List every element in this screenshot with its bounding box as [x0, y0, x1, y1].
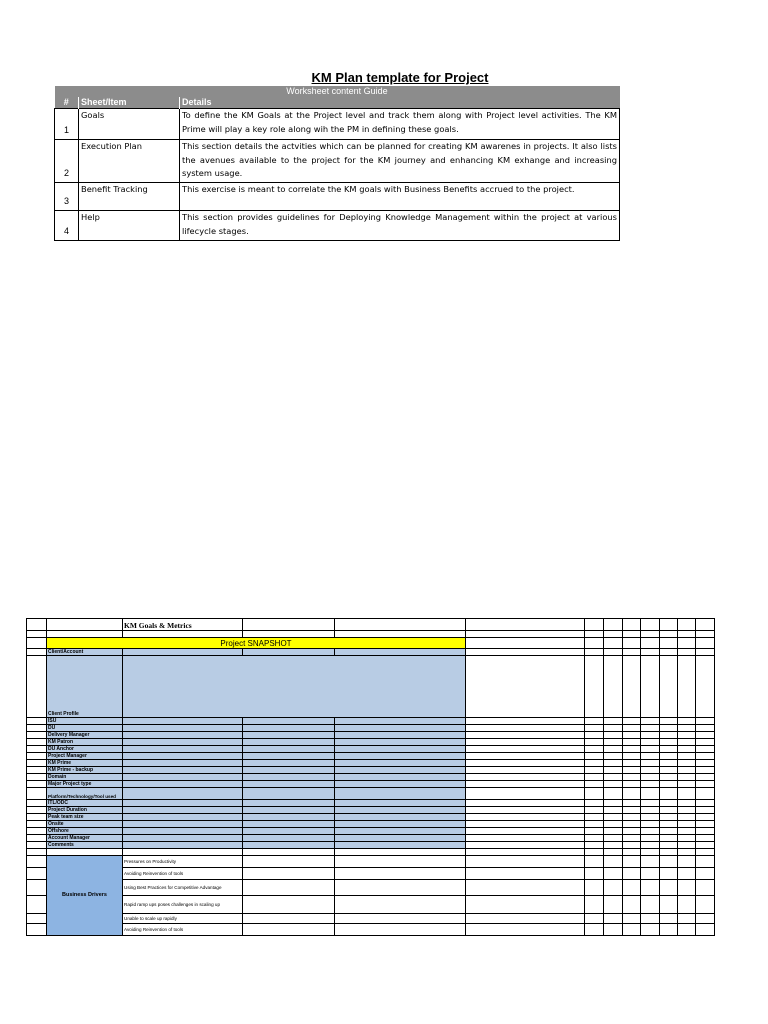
client-profile-label: Client Profile — [47, 656, 123, 718]
driver-item: Avoiding Reinvention of tools — [123, 924, 243, 936]
field-platform: Platform/Technology/Tool used — [47, 788, 123, 800]
project-snapshot-banner: Project SNAPSHOT — [47, 638, 466, 649]
guide-row — [55, 109, 620, 140]
guide-row — [55, 211, 620, 241]
driver-item: Avoiding Reinvention of tools — [123, 868, 243, 880]
row-details: This section provides guidelines for Deploying Knowledge Management within the project at various lifecycle stages. — [180, 211, 620, 241]
header-details: Details — [180, 97, 620, 109]
row-number: 2 — [55, 140, 79, 183]
field-isu: ISU — [47, 718, 123, 725]
row-item: Goals — [79, 109, 180, 140]
worksheet-guide-table — [54, 86, 620, 241]
business-drivers-label: Business Drivers — [47, 856, 123, 936]
document-title: KM Plan template for Project — [311, 70, 489, 85]
header-sheet-item: Sheet/Item — [79, 97, 180, 109]
row-details: This section details the actvities which can be planned for creating KM awarenes in projects. It also lists the avenues available to the project for the KM journey and enhancing KM exhange and increasing system usage. — [180, 140, 620, 183]
guide-band-title: Worksheet content Guide — [55, 86, 620, 97]
field-comments: Comments — [47, 842, 123, 849]
driver-item: Pressures on Productivity — [123, 856, 243, 868]
field-itl-odc: ITL/ODC — [47, 800, 123, 807]
field-km-prime-backup: KM Prime - backup — [47, 767, 123, 774]
driver-item: Rapid ramp ups poses challenges in scaling up — [123, 896, 243, 914]
field-account-manager: Account Manager — [47, 835, 123, 842]
header-number: # — [55, 97, 79, 109]
row-details: This exercise is meant to correlate the KM goals with Business Benefits accrued to the project. — [180, 183, 620, 211]
field-onsite: Onsite — [47, 821, 123, 828]
guide-row — [55, 140, 620, 183]
row-number: 4 — [55, 211, 79, 241]
field-delivery-manager: Delivery Manager — [47, 732, 123, 739]
field-km-prime: KM Prime — [47, 760, 123, 767]
row-details: To define the KM Goals at the Project level and track them along with Project level activities. The KM Prime will play a key role along wih the PM in defining these goals. — [180, 109, 620, 140]
field-peak-team-size: Peak team size — [47, 814, 123, 821]
field-project-duration: Project Duration — [47, 807, 123, 814]
client-account-label: Client/Account — [47, 649, 123, 656]
driver-item: Using Best Practices for Competitive Advantage — [123, 880, 243, 896]
row-number: 3 — [55, 183, 79, 211]
field-km-patron: KM Patron — [47, 739, 123, 746]
row-item: Execution Plan — [79, 140, 180, 183]
field-du: DU — [47, 725, 123, 732]
sheet-heading: KM Goals & Metrics — [123, 619, 243, 631]
row-number: 1 — [55, 109, 79, 140]
field-offshore: Offshore — [47, 828, 123, 835]
row-item: Help — [79, 211, 180, 241]
row-item: Benefit Tracking — [79, 183, 180, 211]
guide-row — [55, 183, 620, 211]
field-major-project-type: Major Project type — [47, 781, 123, 788]
driver-item: Unable to scale up rapidly — [123, 914, 243, 924]
field-domain: Domain — [47, 774, 123, 781]
field-du-anchor: DU Anchor — [47, 746, 123, 753]
field-project-manager: Project Manager — [47, 753, 123, 760]
km-goals-sheet — [26, 618, 715, 936]
